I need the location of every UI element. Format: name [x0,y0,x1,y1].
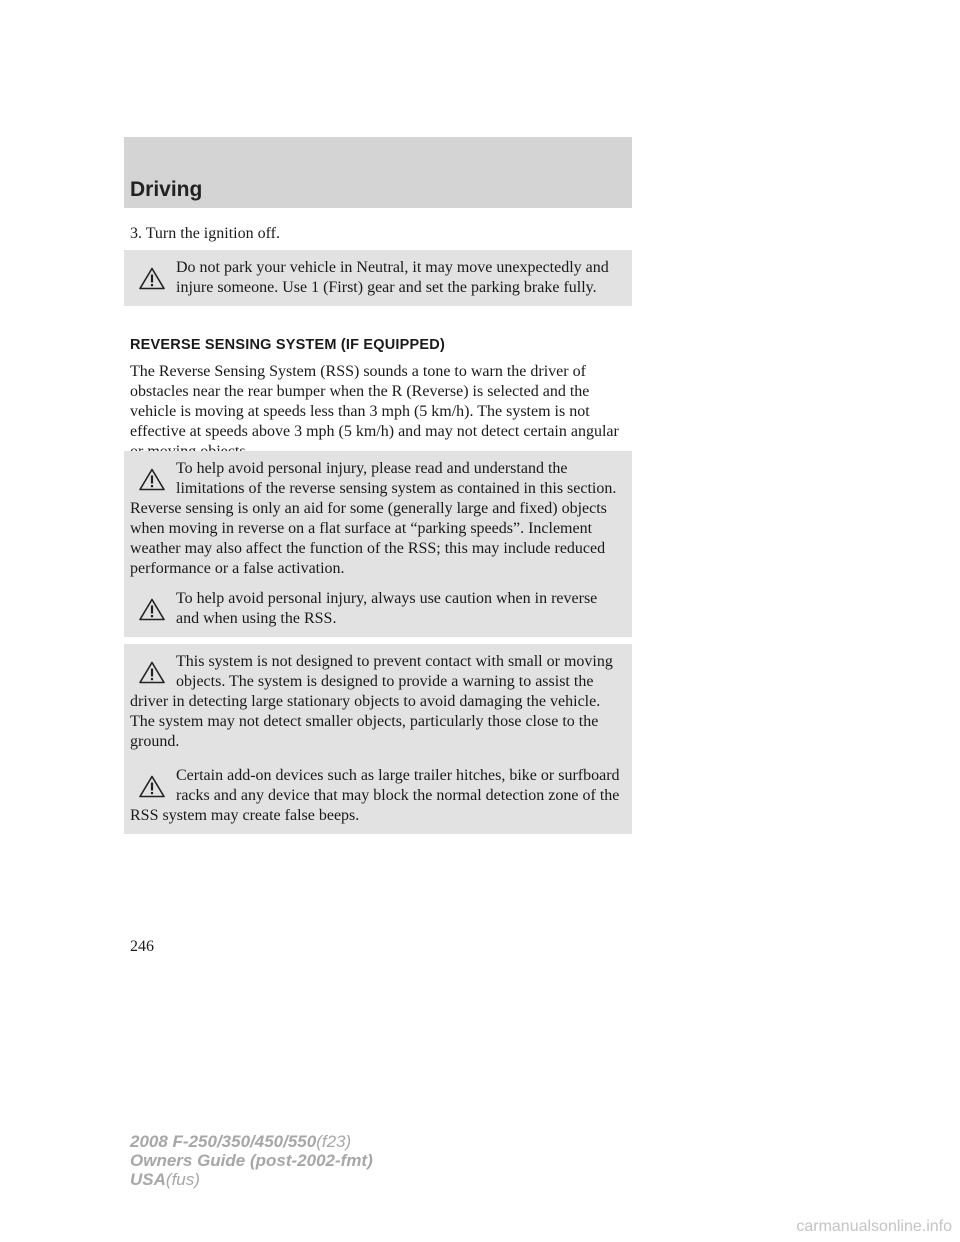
document-footer [130,1132,373,1189]
rss-intro-paragraph: The Reverse Sensing System (RSS) sounds a tone to warn the driver of obstacles near the rear bumper when the R (Reverse) is selected and the vehicle is moving at speeds less than 3 mph (5 km/h). The system is not effective at speeds above 3 mph (5 km/h) and may not detect certain angular [130,363,619,440]
section-title: Driving [130,178,203,201]
page-number: 246 [130,938,154,955]
warning-box-small-objects [124,644,632,760]
warning-triangle-icon [130,652,174,692]
warning-box-limitations [124,451,632,587]
warning-text: Certain add-on devices such as large trailer hitches, bike or surfboard racks and any device that may block the normal detection zone of the RSS system may create false beeps. [130,767,620,824]
rss-heading: REVERSE SENSING SYSTEM (IF EQUIPPED) [130,337,445,353]
footer-market: USA [130,1170,166,1189]
warning-box-caution [124,581,632,637]
warning-box-add-on-devices [124,758,632,834]
site-watermark: carmanualsonline.info [796,1218,952,1235]
warning-text: To help avoid personal injury, always use caution when in reverse and when using the RSS. [176,590,598,627]
footer-market-code: (fus) [165,1170,200,1189]
warning-box-neutral [124,250,632,306]
warning-text: To help avoid personal injury, please read and understand the limitations of the reverse sensing system as contained in this section. Reverse sensing is only an aid for some (generally large and fixed) objects when moving in reverse on a flat surface at “parking speeds”. Inclement weather may also affect the function of the RSS; this may include reduced performance or a false activation. [130,460,617,577]
footer-guide: Owners Guide (post-2002-fmt) [130,1151,373,1170]
footer-model-code: (f23) [316,1132,352,1151]
section-header [124,137,632,208]
warning-triangle-icon [130,459,174,499]
warning-triangle-icon [130,258,174,298]
warning-triangle-icon [130,766,174,806]
warning-triangle-icon [130,589,174,629]
warning-text: This system is not designed to prevent contact with small or moving objects. The system is designed to provide a warning to assist the driver in detecting large stationary objects to avoid damaging the vehicle. The system may not detect smaller objects, particularly those close to the ground. [130,653,613,750]
step-3-text: 3. Turn the ignition off. [130,225,280,242]
warning-text: Do not park your vehicle in Neutral, it may move unexpectedly and injure someone. Use 1 (First) gear and set the parking brake fully. [176,259,609,296]
footer-model: 2008 F-250/350/450/550 [130,1132,317,1151]
